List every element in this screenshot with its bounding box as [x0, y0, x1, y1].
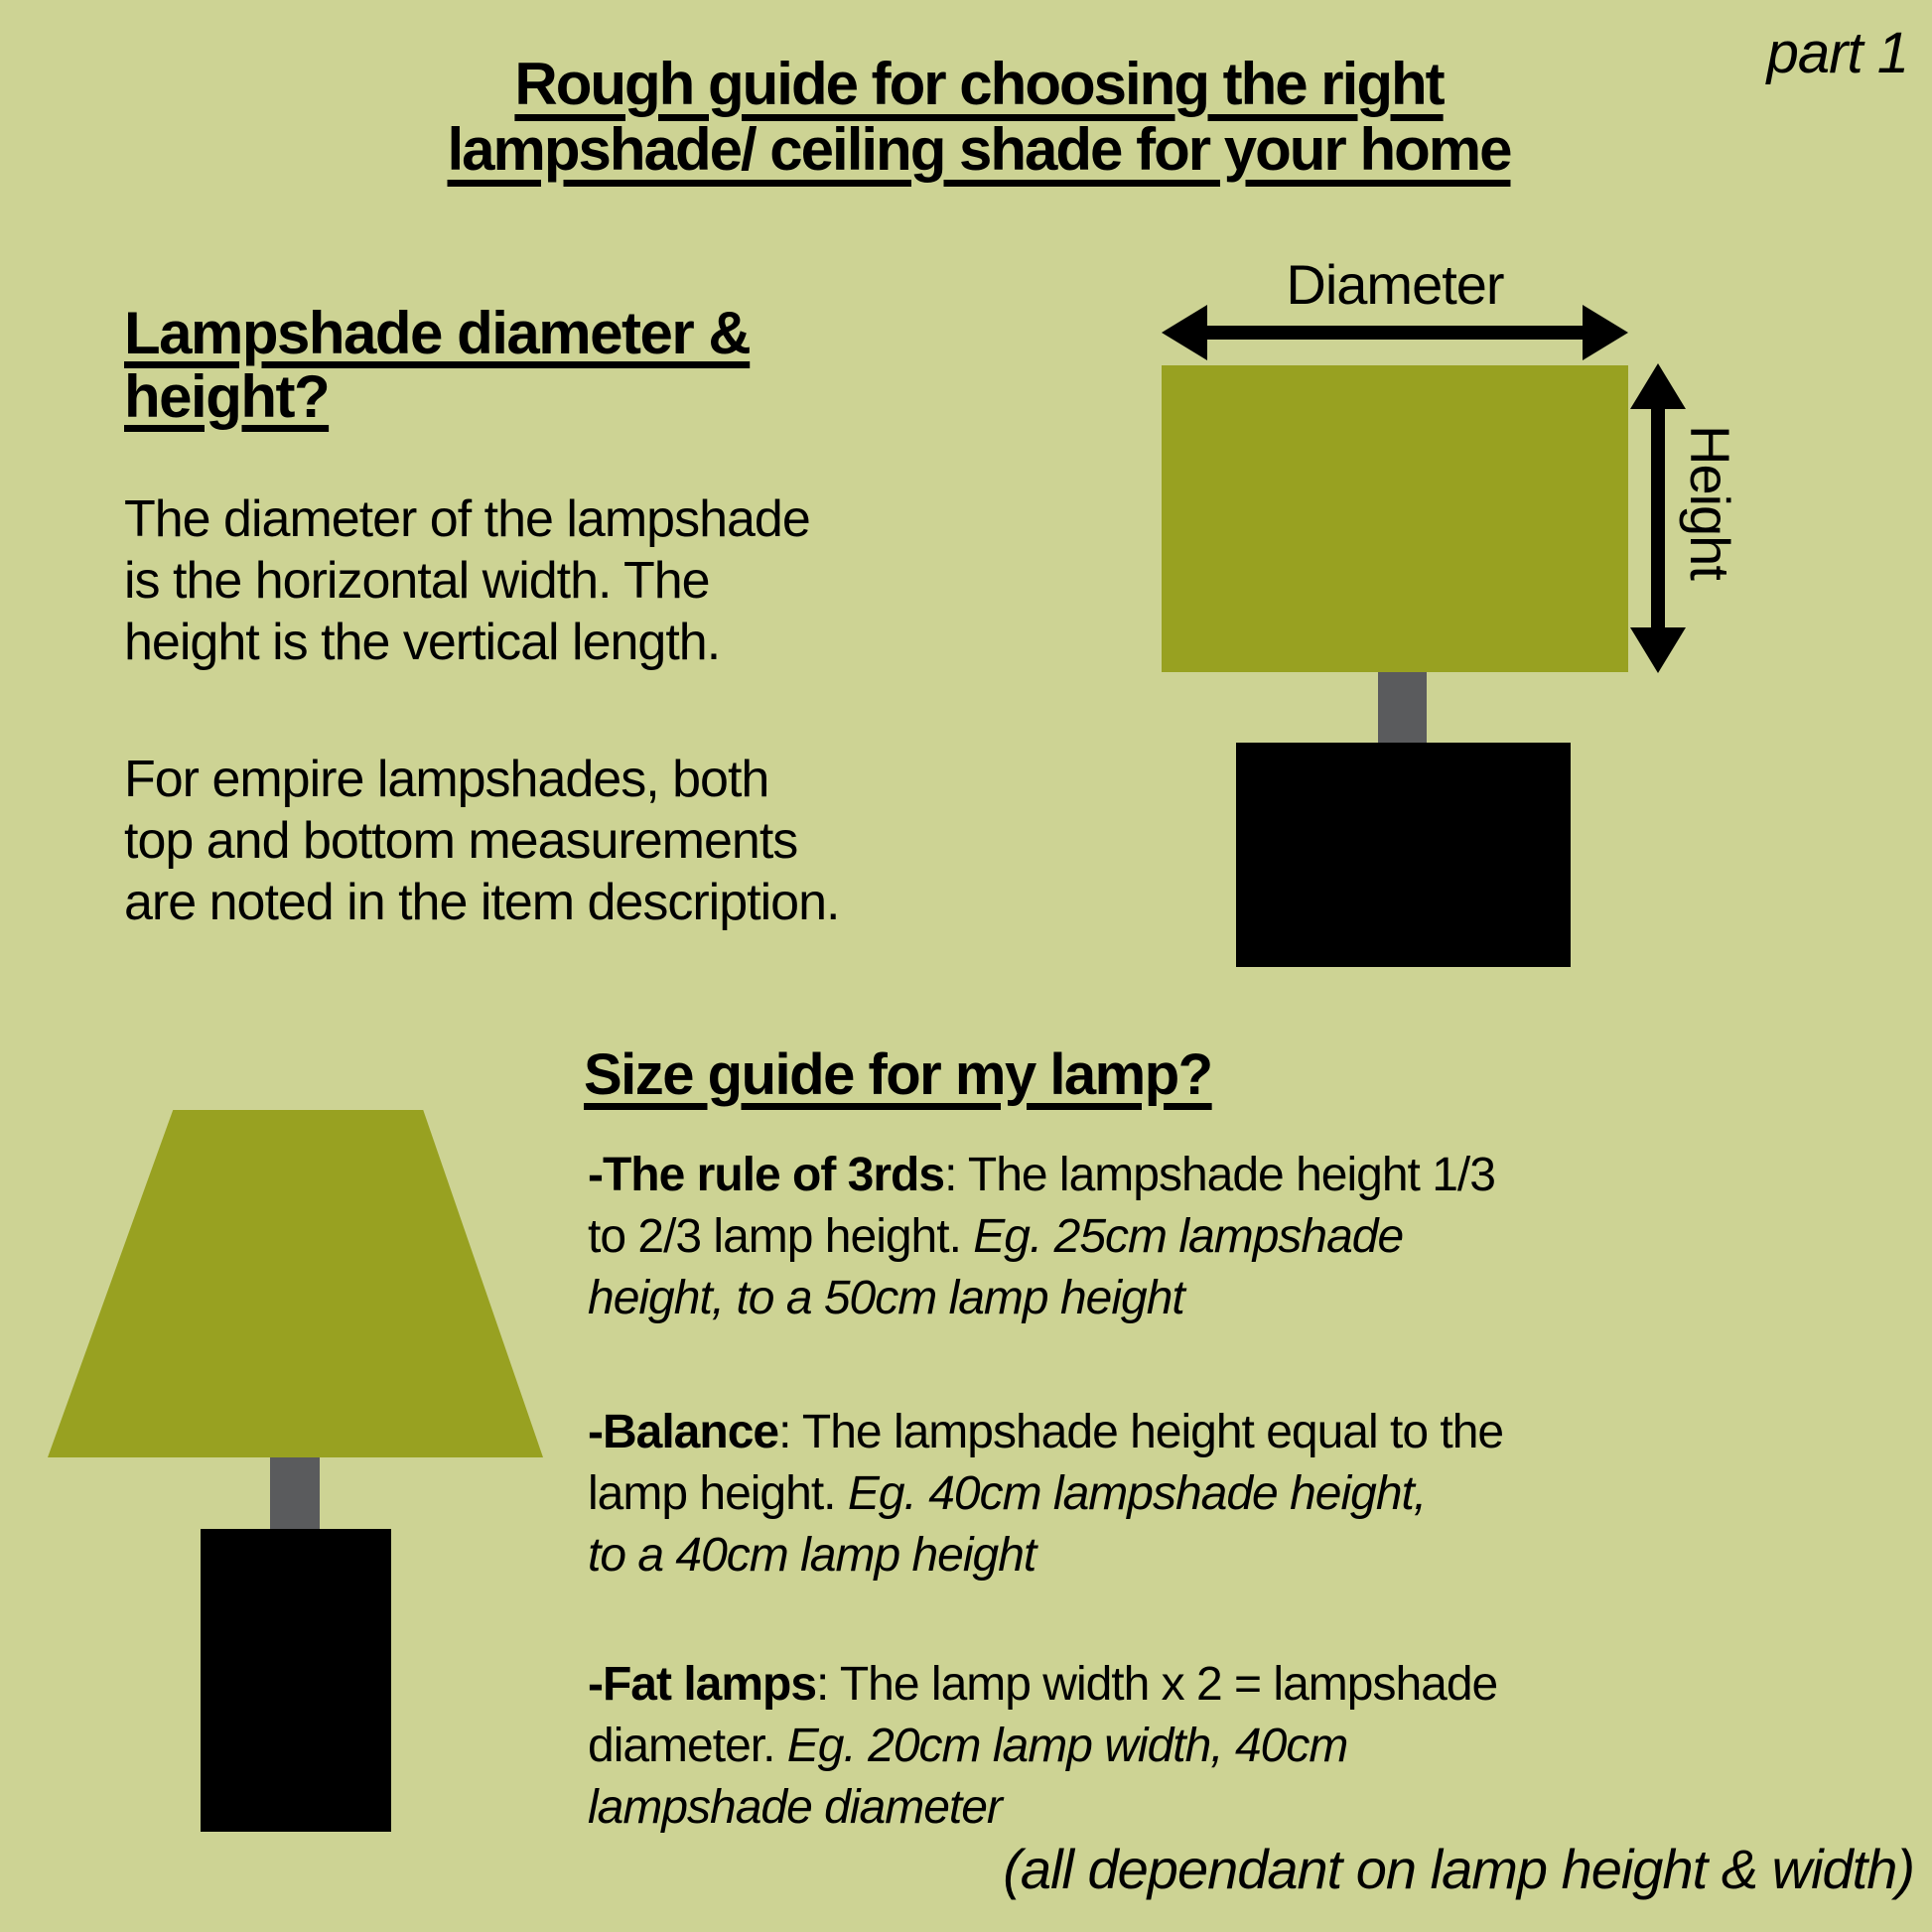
lamp-stem [270, 1457, 320, 1529]
bullet-line [588, 1654, 1497, 1716]
paragraph-diameter-definition [124, 488, 810, 673]
paragraph-empire-note [124, 749, 839, 933]
bullet-line [588, 1268, 1495, 1329]
diameter-arrow-icon [1162, 305, 1628, 360]
bullet-line [588, 1525, 1503, 1587]
bullet-line [588, 1145, 1495, 1206]
size-guide-bullet [588, 1402, 1503, 1587]
text-segment: height, to a 50cm lamp height [588, 1272, 1184, 1324]
text-segment: Eg. 40cm lampshade height, [847, 1467, 1427, 1520]
paragraph-line: are noted in the item description. [124, 874, 840, 931]
paragraph-line: height is the vertical length. [124, 614, 721, 671]
bullet-line [588, 1716, 1497, 1777]
size-guide-bullet [588, 1145, 1495, 1329]
heading-line: Lampshade diameter & [124, 300, 751, 366]
text-segment: -Balance [588, 1406, 779, 1458]
text-segment: to 2/3 lamp height. [588, 1210, 974, 1263]
paragraph-line: For empire lampshades, both [124, 751, 769, 808]
text-segment: : The lampshade height 1/3 [944, 1149, 1495, 1201]
lamp-base [201, 1529, 391, 1832]
page-title-line-1: Rough guide for choosing the right [514, 51, 1444, 117]
part-label: part 1 [1766, 21, 1908, 85]
height-label: Height [1679, 425, 1741, 580]
heading-line: height? [124, 363, 330, 430]
section-heading-size-guide: Size guide for my lamp? [584, 1042, 1212, 1107]
text-segment: diameter. [588, 1720, 787, 1772]
lampshade-shape-rect [1162, 365, 1628, 672]
bullet-line [588, 1777, 1497, 1839]
arrow-shaft [1201, 326, 1588, 340]
text-segment: Eg. 25cm lampshade [973, 1210, 1404, 1263]
paragraph-line: top and bottom measurements [124, 812, 798, 870]
lampshade-shape-trapezoid [48, 1110, 543, 1457]
text-segment: : The lampshade height equal to the [778, 1406, 1504, 1458]
paragraph-line: The diameter of the lampshade [124, 490, 810, 548]
diameter-label: Diameter [1286, 253, 1504, 316]
text-segment: : The lamp width x 2 = lampshade [816, 1658, 1498, 1711]
arrow-shaft [1651, 403, 1665, 633]
text-segment: lampshade diameter [588, 1781, 1002, 1834]
text-segment: Eg. 20cm lamp width, 40cm [786, 1720, 1348, 1772]
arrow-head-right [1583, 305, 1628, 360]
section-heading-lampshade-dimensions [124, 302, 750, 429]
text-segment: to a 40cm lamp height [588, 1529, 1036, 1582]
lamp-base [1236, 743, 1571, 967]
page-title [377, 52, 1581, 183]
text-segment: -Fat lamps [588, 1658, 817, 1711]
arrow-head-bottom [1630, 627, 1686, 673]
paragraph-line: is the horizontal width. The [124, 552, 710, 610]
page-title-line-2: lampshade/ ceiling shade for your home [447, 116, 1511, 183]
text-segment: -The rule of 3rds [588, 1149, 945, 1201]
size-guide-bullet [588, 1654, 1497, 1839]
footnote: (all dependant on lamp height & width) [1003, 1838, 1914, 1900]
bullet-line [588, 1402, 1503, 1463]
bullet-line [588, 1463, 1503, 1525]
text-segment: lamp height. [588, 1467, 848, 1520]
lamp-stem [1378, 672, 1427, 743]
bullet-line [588, 1206, 1495, 1268]
